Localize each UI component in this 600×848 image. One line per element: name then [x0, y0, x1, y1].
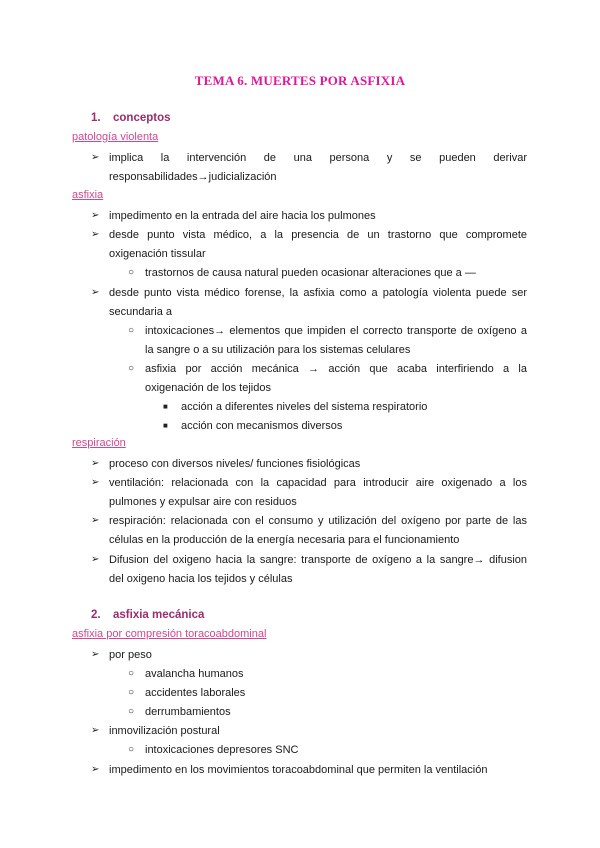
- list-item-continuation: oxigenación tissular: [109, 248, 206, 260]
- subheading-asfixia: asfixia: [72, 189, 104, 201]
- subheading-compresion: asfixia por compresión toracoabdominal: [72, 628, 267, 640]
- arrow-bullet-icon: ➢: [91, 477, 100, 488]
- list-item-continuation: responsabilidades→judicialización: [109, 171, 277, 183]
- list-item: acción a diferentes niveles del sistema respiratorio: [181, 401, 428, 413]
- list-item: asfixia por acción mecánica → acción que acaba interfiriendo a la: [145, 363, 527, 375]
- arrow-bullet-icon: ➢: [91, 229, 100, 240]
- list-item: intoxicaciones→ elementos que impiden el correcto transporte de oxígeno a: [145, 325, 527, 337]
- section-number: 2.: [91, 609, 101, 621]
- arrow-bullet-icon: ➢: [91, 515, 100, 526]
- list-item-continuation: oxigenación de los tejidos: [145, 382, 271, 394]
- section-heading-2: [91, 609, 204, 621]
- list-item: proceso con diversos niveles/ funciones fisiológicas: [109, 458, 361, 470]
- section-number: 1.: [91, 112, 101, 124]
- circle-bullet-icon: ○: [128, 687, 135, 698]
- list-item-continuation: secundaria a: [109, 306, 172, 318]
- list-item: impedimento en los movimientos toracoabdominal que permiten la ventilación: [109, 764, 488, 776]
- list-item: derrumbamientos: [145, 706, 231, 718]
- arrow-bullet-icon: ➢: [91, 210, 100, 221]
- list-item-continuation: la sangre o a su utilización para los sistemas celulares: [145, 344, 411, 356]
- list-item: Difusion del oxigeno hacia la sangre: transporte de oxígeno a la sangre→ difusion: [109, 554, 527, 566]
- subheading-patologia: patología violenta: [72, 131, 159, 143]
- list-item: impedimento en la entrada del aire hacia los pulmones: [109, 210, 376, 222]
- arrow-bullet-icon: ➢: [91, 764, 100, 775]
- arrow-bullet-icon: ➢: [91, 458, 100, 469]
- section-title: asfixia mecánica: [113, 609, 205, 621]
- circle-bullet-icon: ○: [128, 744, 135, 755]
- list-item-continuation: pulmones y expulsar aire con residuos: [109, 496, 297, 508]
- subheading-respiracion: respiración: [72, 437, 126, 449]
- square-bullet-icon: ■: [163, 402, 168, 411]
- list-item: ventilación: relacionada con la capacidad para introducir aire oxigenado a los: [109, 477, 527, 489]
- list-item: intoxicaciones depresores SNC: [145, 744, 299, 756]
- arrow-bullet-icon: ➢: [91, 152, 100, 163]
- circle-bullet-icon: ○: [128, 325, 135, 336]
- circle-bullet-icon: ○: [128, 706, 135, 717]
- circle-bullet-icon: ○: [128, 668, 135, 679]
- list-item-continuation: del oxigeno hacia los tejidos y células: [109, 573, 293, 585]
- circle-bullet-icon: ○: [128, 267, 135, 278]
- section-heading-1: [91, 112, 171, 124]
- circle-bullet-icon: ○: [128, 363, 135, 374]
- list-item: desde punto vista médico forense, la asfixia como a patología violenta puede ser: [109, 287, 527, 299]
- list-item: avalancha humanos: [145, 668, 244, 680]
- list-item: trastornos de causa natural pueden ocasionar alteraciones que a —: [145, 267, 476, 279]
- arrow-bullet-icon: ➢: [91, 554, 100, 565]
- list-item: por peso: [109, 649, 152, 661]
- list-item: inmovilización postural: [109, 725, 220, 737]
- list-item: respiración: relacionada con el consumo y utilización del oxígeno por parte de las: [109, 515, 527, 527]
- list-item: desde punto vista médico, a la presencia de un trastorno que compromete: [109, 229, 527, 241]
- list-item: acción con mecanismos diversos: [181, 420, 343, 432]
- section-title: conceptos: [113, 112, 171, 124]
- list-item: accidentes laborales: [145, 687, 246, 699]
- arrow-bullet-icon: ➢: [91, 725, 100, 736]
- page-title: TEMA 6. MUERTES POR ASFIXIA: [194, 73, 406, 88]
- list-item: implica la intervención de una persona y se pueden derivar: [109, 152, 527, 164]
- list-item-continuation: células en la producción de la energía necesaria para el funcionamiento: [109, 534, 460, 546]
- arrow-bullet-icon: ➢: [91, 287, 100, 298]
- arrow-bullet-icon: ➢: [91, 649, 100, 660]
- square-bullet-icon: ■: [163, 421, 168, 430]
